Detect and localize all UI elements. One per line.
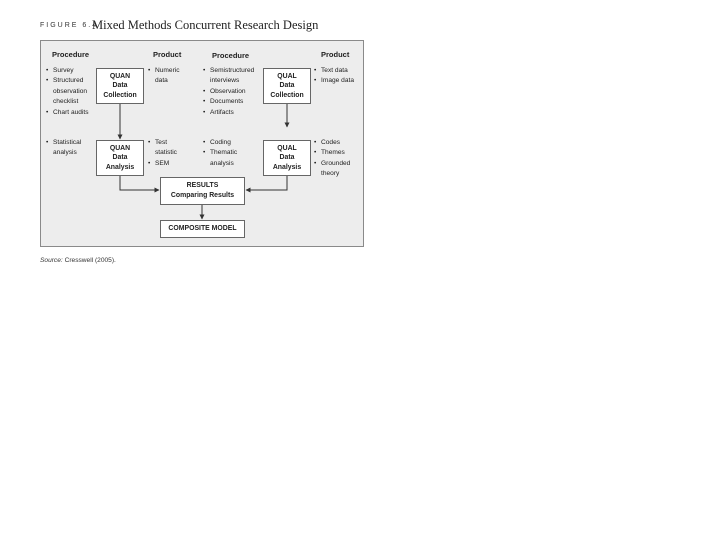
quan-collection-procedure-list	[46, 66, 94, 118]
quan-analysis-procedure-list	[46, 138, 94, 159]
figure-label: FIGURE 6.4	[40, 22, 99, 29]
box-line: RESULTS	[186, 182, 219, 189]
list-item: • Text data	[314, 66, 364, 76]
list-item: • Coding	[203, 138, 251, 148]
list-item: • Semistructured interviews	[203, 66, 261, 87]
list-item: • Observation	[203, 87, 261, 97]
source-label: Source:	[40, 257, 63, 264]
box-line: Data	[112, 154, 128, 162]
figure-title: Mixed Methods Concurrent Research Design	[92, 18, 319, 32]
list-item: • Numeric data	[148, 66, 188, 87]
header-product-right: Product	[321, 50, 350, 59]
qual-analysis-product-list	[314, 138, 362, 180]
qual-collection-procedure-list	[203, 66, 261, 118]
box-line: Collection	[103, 91, 137, 99]
header-procedure-right: Procedure	[212, 51, 250, 60]
qual-analysis-procedure-list	[203, 138, 251, 169]
quan-data-analysis-box	[96, 140, 144, 176]
list-item: • SEM	[148, 159, 188, 169]
box-line: Data	[279, 82, 295, 90]
list-item: • Grounded theory	[314, 159, 362, 180]
list-item: • Structured observation checklist	[46, 76, 94, 107]
qual-data-analysis-box	[263, 140, 311, 176]
quan-collection-product-list	[148, 66, 188, 87]
box-line: Collection	[270, 91, 304, 99]
box-line: Data	[279, 154, 295, 162]
box-line: QUAN	[109, 72, 131, 80]
box-line: Analysis	[105, 163, 135, 171]
quan-analysis-product-list	[148, 138, 188, 169]
box-line: QUAL	[277, 72, 297, 80]
composite-model-box	[160, 220, 245, 238]
list-item: • Statistical analysis	[46, 138, 94, 159]
results-box	[160, 177, 245, 205]
list-item: • Test statistic	[148, 138, 188, 159]
list-item: • Codes	[314, 138, 362, 148]
box-line: Analysis	[272, 163, 302, 171]
list-item: • Image data	[314, 76, 364, 86]
source-note	[40, 257, 116, 264]
header-product-left: Product	[153, 50, 182, 59]
list-item: • Artifacts	[203, 108, 261, 118]
box-line: QUAL	[277, 144, 297, 152]
box-line: Data	[112, 82, 128, 90]
box-line: Comparing Results	[170, 192, 235, 199]
list-item: • Documents	[203, 97, 261, 107]
list-item: • Thematic analysis	[203, 148, 251, 169]
quan-data-collection-box	[96, 68, 144, 104]
list-item: • Chart audits	[46, 108, 94, 118]
header-procedure-left: Procedure	[52, 50, 90, 59]
qual-collection-product-list	[314, 66, 364, 87]
list-item: • Survey	[46, 66, 94, 76]
box-line: QUAN	[109, 144, 131, 152]
list-item: • Themes	[314, 148, 362, 158]
qual-data-collection-box	[263, 68, 311, 104]
source-text: Cresswell (2005).	[64, 257, 116, 264]
box-line: COMPOSITE MODEL	[168, 225, 237, 232]
